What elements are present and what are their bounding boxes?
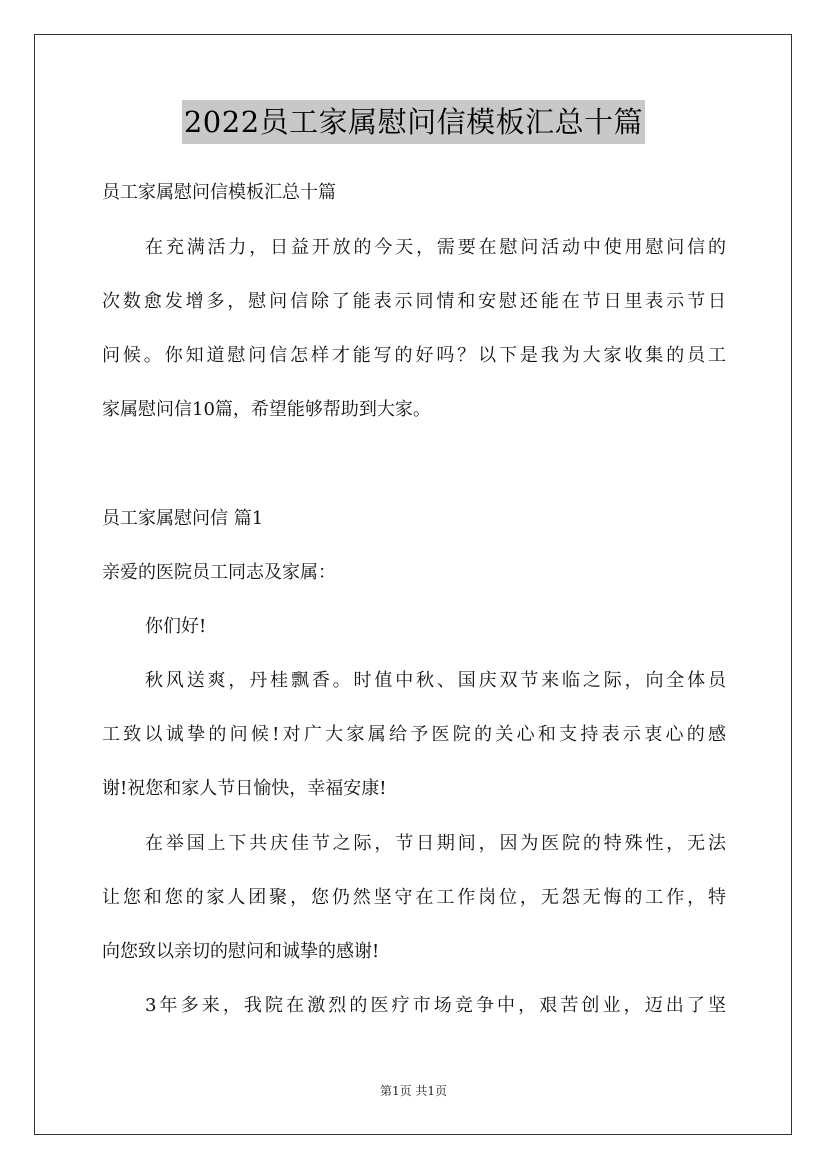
paragraph1-line-2: 工致以诚挚的问候!对广大家属给予医院的关心和支持表示衷心的感: [102, 724, 726, 745]
page-footer: [0, 1082, 827, 1099]
paragraph2-line-3: 向您致以亲切的慰问和诚挚的感谢!: [102, 941, 380, 962]
document-title: 2022员工家属慰问信模板汇总十篇: [182, 100, 645, 144]
document-subtitle: 员工家属慰问信模板汇总十篇: [102, 182, 336, 203]
intro-line-2: 次数愈发增多，慰问信除了能表示同情和安慰还能在节日里表示节日: [102, 291, 726, 312]
paragraph2-line-1: 在举国上下共庆佳节之际，节日期间，因为医院的特殊性，无法: [145, 833, 726, 854]
paragraph3-line-1: 3年多来，我院在激烈的医疗市场竞争中，艰苦创业，迈出了坚: [145, 995, 726, 1016]
paragraph1-line-3: 谢!祝您和家人节日愉快，幸福安康!: [102, 778, 387, 799]
paragraph2-line-2: 让您和您的家人团聚，您仍然坚守在工作岗位，无怨无悔的工作，特: [102, 887, 726, 908]
greeting: 你们好!: [145, 616, 207, 637]
intro-line-3: 问候。你知道慰问信怎样才能写的好吗？以下是我为大家收集的员工: [102, 345, 726, 366]
paragraph1-line-1: 秋风送爽，丹桂飘香。时值中秋、国庆双节来临之际，向全体员: [145, 670, 726, 691]
page-number-label: 第1页 共1页: [379, 1084, 448, 1098]
section-heading: 员工家属慰问信 篇1: [102, 508, 264, 529]
title-container: [0, 100, 827, 144]
intro-line-1: 在充满活力，日益开放的今天，需要在慰问活动中使用慰问信的: [145, 237, 726, 258]
salutation: 亲爱的医院员工同志及家属：: [102, 562, 336, 583]
intro-line-4: 家属慰问信10篇，希望能够帮助到大家。: [102, 399, 431, 420]
